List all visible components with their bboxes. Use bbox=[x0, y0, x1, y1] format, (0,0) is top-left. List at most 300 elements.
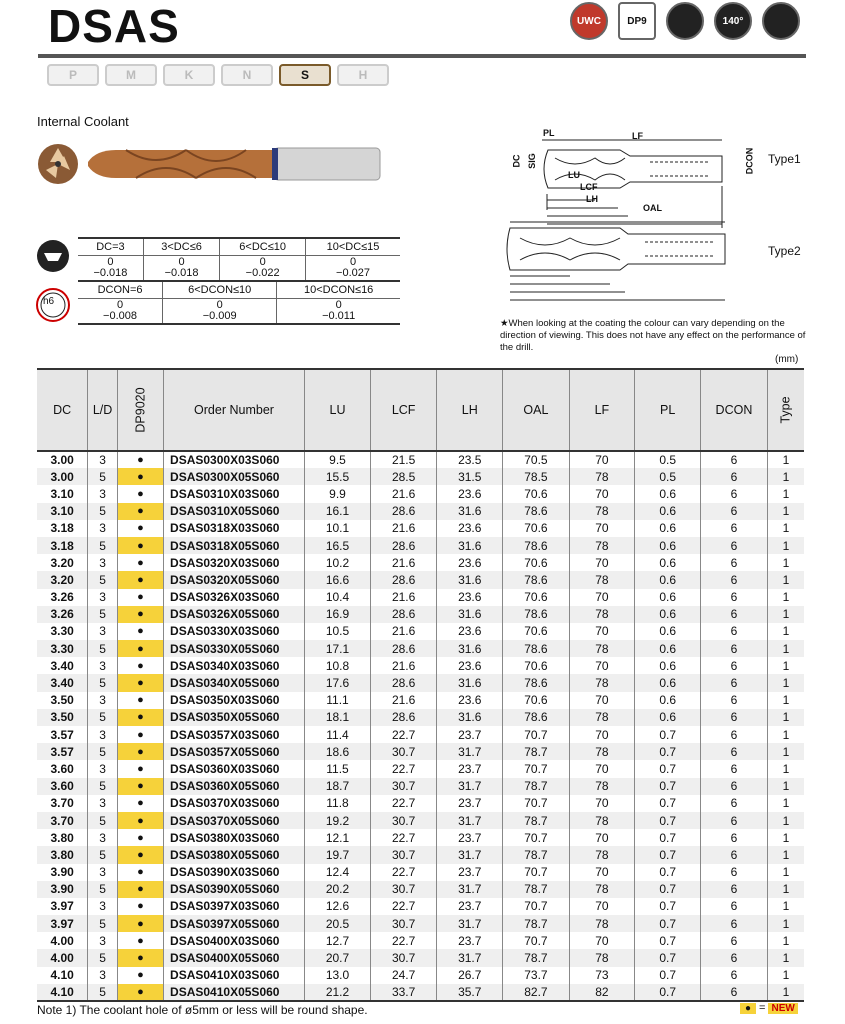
cell-lcf: 28.5 bbox=[371, 468, 437, 485]
tolerance-head: 3<DC≤6 bbox=[143, 238, 219, 256]
table-row bbox=[37, 709, 804, 726]
cell-type: 1 bbox=[767, 485, 804, 502]
material-tab-p: P bbox=[47, 64, 99, 86]
h6-label: h6 bbox=[43, 296, 55, 307]
cell-dp9020: ● bbox=[117, 967, 163, 984]
cell-dcon: 6 bbox=[701, 812, 768, 829]
cell-oal: 70.5 bbox=[503, 451, 569, 468]
cell-ld: 5 bbox=[88, 709, 118, 726]
cell-lh: 23.7 bbox=[437, 864, 503, 881]
cell-lh: 31.7 bbox=[437, 743, 503, 760]
cell-lf: 70 bbox=[569, 451, 635, 468]
cell-pl: 0.6 bbox=[635, 520, 701, 537]
cell-type: 1 bbox=[767, 846, 804, 863]
cell-lcf: 33.7 bbox=[371, 984, 437, 1001]
cell-lf: 78 bbox=[569, 606, 635, 623]
cell-dc: 3.20 bbox=[37, 571, 88, 588]
table-row bbox=[37, 864, 804, 881]
cell-dc: 3.30 bbox=[37, 640, 88, 657]
title-divider bbox=[38, 54, 806, 58]
tolerance-head: DCON=6 bbox=[78, 281, 163, 299]
cell-lf: 78 bbox=[569, 949, 635, 966]
cell-ld: 3 bbox=[88, 485, 118, 502]
cell-dcon: 6 bbox=[701, 898, 768, 915]
tolerance-value bbox=[220, 256, 306, 281]
cell-ordernumber: DSAS0330X03S060 bbox=[164, 623, 305, 640]
cell-pl: 0.5 bbox=[635, 451, 701, 468]
cell-dcon: 6 bbox=[701, 623, 768, 640]
table-row bbox=[37, 760, 804, 777]
cell-dc: 3.57 bbox=[37, 743, 88, 760]
cell-oal: 70.6 bbox=[503, 554, 569, 571]
cell-lh: 23.6 bbox=[437, 623, 503, 640]
cell-dcon: 6 bbox=[701, 881, 768, 898]
cell-type: 1 bbox=[767, 554, 804, 571]
cell-dcon: 6 bbox=[701, 451, 768, 468]
cell-lu: 13.0 bbox=[304, 967, 370, 984]
oal-label: OAL bbox=[643, 203, 662, 213]
cell-dc: 3.26 bbox=[37, 606, 88, 623]
cell-dc: 3.50 bbox=[37, 709, 88, 726]
cell-pl: 0.6 bbox=[635, 589, 701, 606]
cell-oal: 78.6 bbox=[503, 571, 569, 588]
cell-lu: 19.7 bbox=[304, 846, 370, 863]
cell-lh: 23.6 bbox=[437, 485, 503, 502]
table-row bbox=[37, 554, 804, 571]
dcon-tolerance-table bbox=[78, 280, 400, 325]
cell-oal: 78.5 bbox=[503, 468, 569, 485]
cell-dp9020: ● bbox=[117, 846, 163, 863]
cell-lh: 31.6 bbox=[437, 606, 503, 623]
cell-ld: 5 bbox=[88, 606, 118, 623]
cell-dp9020: ● bbox=[117, 932, 163, 949]
cell-lu: 15.5 bbox=[304, 468, 370, 485]
cell-pl: 0.6 bbox=[635, 657, 701, 674]
cell-ld: 3 bbox=[88, 932, 118, 949]
table-row bbox=[37, 520, 804, 537]
cell-lcf: 28.6 bbox=[371, 709, 437, 726]
cell-oal: 78.7 bbox=[503, 881, 569, 898]
cell-lh: 23.7 bbox=[437, 932, 503, 949]
cell-ld: 3 bbox=[88, 898, 118, 915]
cell-ld: 3 bbox=[88, 589, 118, 606]
cell-oal: 70.7 bbox=[503, 829, 569, 846]
cell-dc: 3.00 bbox=[37, 468, 88, 485]
cell-lu: 10.1 bbox=[304, 520, 370, 537]
cell-ld: 5 bbox=[88, 984, 118, 1001]
tolerance-value bbox=[163, 299, 277, 325]
cell-lf: 70 bbox=[569, 864, 635, 881]
table-row bbox=[37, 537, 804, 554]
cell-lcf: 28.6 bbox=[371, 571, 437, 588]
cell-lh: 31.7 bbox=[437, 778, 503, 795]
cell-lf: 78 bbox=[569, 915, 635, 932]
cell-ld: 3 bbox=[88, 726, 118, 743]
cell-lu: 12.6 bbox=[304, 898, 370, 915]
cell-dc: 3.70 bbox=[50, 796, 74, 811]
cell-dp9020: ● bbox=[117, 692, 163, 709]
cell-lu: 10.2 bbox=[304, 554, 370, 571]
cell-lu: 21.2 bbox=[304, 984, 370, 1001]
cell-pl: 0.6 bbox=[635, 537, 701, 554]
cell-lf: 78 bbox=[569, 881, 635, 898]
cell-lf: 70 bbox=[569, 485, 635, 502]
cell-lh: 31.5 bbox=[437, 468, 503, 485]
cell-pl: 0.7 bbox=[635, 829, 701, 846]
cell-oal: 70.7 bbox=[503, 760, 569, 777]
cell-lh: 31.6 bbox=[437, 640, 503, 657]
cell-dcon: 6 bbox=[701, 537, 768, 554]
cell-lf: 78 bbox=[569, 743, 635, 760]
column-header-type: Type bbox=[767, 369, 804, 451]
cell-oal: 78.6 bbox=[503, 709, 569, 726]
cell-lcf: 30.7 bbox=[371, 778, 437, 795]
dp9-icon: DP9 bbox=[618, 2, 656, 40]
cell-dc: 3.97 bbox=[50, 899, 74, 914]
cell-lf: 78 bbox=[569, 812, 635, 829]
cell-lh: 23.5 bbox=[437, 451, 503, 468]
cell-lu: 16.9 bbox=[304, 606, 370, 623]
table-row bbox=[37, 657, 804, 674]
cell-lcf: 22.7 bbox=[371, 932, 437, 949]
dc-label: DC bbox=[511, 154, 522, 168]
cell-ld: 3 bbox=[88, 795, 118, 812]
table-row bbox=[37, 829, 804, 846]
cell-dc: 3.90 bbox=[50, 865, 74, 880]
cell-type: 1 bbox=[767, 589, 804, 606]
cell-pl: 0.7 bbox=[635, 743, 701, 760]
cell-pl: 0.6 bbox=[635, 692, 701, 709]
table-row bbox=[37, 451, 804, 468]
cell-oal: 78.7 bbox=[503, 949, 569, 966]
cell-dc: 3.80 bbox=[37, 846, 88, 863]
cell-dc: 3.70 bbox=[37, 812, 88, 829]
cell-ld: 5 bbox=[88, 915, 118, 932]
cell-lu: 17.1 bbox=[304, 640, 370, 657]
cell-ld: 5 bbox=[88, 881, 118, 898]
cell-dcon: 6 bbox=[701, 503, 768, 520]
cell-ordernumber: DSAS0370X05S060 bbox=[164, 812, 305, 829]
cell-lh: 31.7 bbox=[437, 812, 503, 829]
cell-lf: 70 bbox=[569, 898, 635, 915]
cell-ordernumber: DSAS0310X05S060 bbox=[164, 503, 305, 520]
cell-pl: 0.7 bbox=[635, 846, 701, 863]
cell-dc: 3.50 bbox=[50, 693, 74, 708]
lcf-label: LCF bbox=[580, 182, 598, 192]
table-row bbox=[37, 726, 804, 743]
column-header-lcf: LCF bbox=[371, 369, 437, 451]
cell-lcf: 28.6 bbox=[371, 537, 437, 554]
cell-dc: 3.10 bbox=[50, 486, 74, 501]
cell-pl: 0.5 bbox=[635, 468, 701, 485]
cell-lh: 26.7 bbox=[437, 967, 503, 984]
cell-pl: 0.6 bbox=[635, 503, 701, 520]
cell-dcon: 6 bbox=[701, 571, 768, 588]
cell-ld: 5 bbox=[88, 674, 118, 691]
cell-oal: 78.6 bbox=[503, 606, 569, 623]
cell-lu: 11.5 bbox=[304, 760, 370, 777]
cell-ordernumber: DSAS0380X03S060 bbox=[164, 829, 305, 846]
cell-dc: 3.40 bbox=[37, 674, 88, 691]
cell-ordernumber: DSAS0330X05S060 bbox=[164, 640, 305, 657]
cell-oal: 78.7 bbox=[503, 915, 569, 932]
cell-dcon: 6 bbox=[701, 640, 768, 657]
cell-lh: 23.7 bbox=[437, 795, 503, 812]
cell-ordernumber: DSAS0357X05S060 bbox=[164, 743, 305, 760]
cell-pl: 0.6 bbox=[635, 623, 701, 640]
cell-ld: 3 bbox=[88, 760, 118, 777]
cell-ld: 5 bbox=[88, 468, 118, 485]
lower-limit: −0.008 bbox=[103, 310, 137, 322]
cell-ld: 3 bbox=[88, 967, 118, 984]
tolerance-value bbox=[143, 256, 219, 281]
table-row bbox=[37, 468, 804, 485]
new-badge: NEW bbox=[768, 1003, 797, 1014]
column-header-dp9020: DP9020 bbox=[117, 369, 163, 451]
table-row bbox=[37, 881, 804, 898]
cell-lf: 78 bbox=[569, 503, 635, 520]
upper-limit: 0 bbox=[335, 299, 342, 311]
cell-dcon: 6 bbox=[701, 967, 768, 984]
cell-lu: 9.9 bbox=[304, 485, 370, 502]
cell-lh: 31.6 bbox=[437, 709, 503, 726]
cell-ld: 5 bbox=[88, 949, 118, 966]
cell-pl: 0.7 bbox=[635, 898, 701, 915]
cell-type: 1 bbox=[767, 674, 804, 691]
cell-type: 1 bbox=[767, 984, 804, 1001]
cell-lh: 23.7 bbox=[437, 898, 503, 915]
cell-pl: 0.7 bbox=[635, 932, 701, 949]
cell-ld: 3 bbox=[88, 520, 118, 537]
cell-dp9020: ● bbox=[117, 984, 163, 1001]
cell-type: 1 bbox=[767, 709, 804, 726]
cell-dcon: 6 bbox=[701, 520, 768, 537]
cell-ld: 3 bbox=[88, 864, 118, 881]
table-row bbox=[37, 503, 804, 520]
footnote: Note 1) The coolant hole of ø5mm or less will be round shape. bbox=[37, 1003, 368, 1017]
table-row bbox=[37, 571, 804, 588]
lower-limit: −0.018 bbox=[164, 267, 199, 279]
cell-lf: 70 bbox=[569, 623, 635, 640]
page-title: DSAS bbox=[48, 0, 180, 52]
lower-limit: −0.022 bbox=[245, 267, 280, 279]
cell-dc: 3.20 bbox=[50, 555, 74, 570]
cell-lf: 78 bbox=[569, 640, 635, 657]
table-row bbox=[37, 485, 804, 502]
cell-ordernumber: DSAS0318X03S060 bbox=[164, 520, 305, 537]
lh-label: LH bbox=[586, 194, 598, 204]
cell-lh: 23.6 bbox=[437, 657, 503, 674]
cell-lf: 70 bbox=[569, 726, 635, 743]
cell-dp9020: ● bbox=[117, 520, 163, 537]
cell-dp9020: ● bbox=[117, 468, 163, 485]
cell-dp9020: ● bbox=[117, 949, 163, 966]
cell-lcf: 21.5 bbox=[371, 451, 437, 468]
cell-ld: 5 bbox=[88, 503, 118, 520]
legend-dot: ● bbox=[740, 1003, 756, 1014]
cell-ld: 5 bbox=[88, 778, 118, 795]
cell-lcf: 28.6 bbox=[371, 640, 437, 657]
cell-oal: 78.7 bbox=[503, 778, 569, 795]
cell-lf: 78 bbox=[569, 571, 635, 588]
cell-lf: 70 bbox=[569, 657, 635, 674]
cell-lh: 23.7 bbox=[437, 829, 503, 846]
cell-dcon: 6 bbox=[701, 726, 768, 743]
cell-ld: 5 bbox=[88, 812, 118, 829]
cell-pl: 0.7 bbox=[635, 795, 701, 812]
cell-lu: 20.5 bbox=[304, 915, 370, 932]
tolerance-value bbox=[78, 299, 163, 325]
material-tab-k: K bbox=[163, 64, 215, 86]
cell-dp9020: ● bbox=[117, 812, 163, 829]
pl-label: PL bbox=[543, 128, 555, 138]
cell-ordernumber: DSAS0390X05S060 bbox=[164, 881, 305, 898]
cell-dp9020: ● bbox=[117, 709, 163, 726]
cell-ordernumber: DSAS0350X05S060 bbox=[164, 709, 305, 726]
cell-lf: 70 bbox=[569, 829, 635, 846]
cell-type: 1 bbox=[767, 915, 804, 932]
table-row bbox=[37, 949, 804, 966]
cell-lf: 70 bbox=[569, 520, 635, 537]
cell-dp9020: ● bbox=[117, 778, 163, 795]
cell-ld: 3 bbox=[88, 554, 118, 571]
dc-tolerance-table bbox=[78, 237, 400, 280]
lu-label: LU bbox=[568, 170, 580, 180]
cell-pl: 0.7 bbox=[635, 812, 701, 829]
upper-limit: 0 bbox=[259, 256, 266, 268]
cell-type: 1 bbox=[767, 606, 804, 623]
column-header-ld: L/D bbox=[88, 369, 118, 451]
cell-dcon: 6 bbox=[701, 829, 768, 846]
table-row bbox=[37, 932, 804, 949]
cell-type: 1 bbox=[767, 657, 804, 674]
legend-eq: = bbox=[759, 1002, 766, 1014]
cell-dc: 3.30 bbox=[50, 624, 74, 639]
tolerance-head: 10<DC≤15 bbox=[306, 238, 400, 256]
cell-ordernumber: DSAS0360X05S060 bbox=[164, 778, 305, 795]
type1-label: Type1 bbox=[768, 152, 801, 166]
cell-type: 1 bbox=[767, 760, 804, 777]
cell-oal: 78.6 bbox=[503, 640, 569, 657]
tolerance-head: 6<DC≤10 bbox=[220, 238, 306, 256]
cell-pl: 0.7 bbox=[635, 949, 701, 966]
cell-lf: 70 bbox=[569, 932, 635, 949]
lower-limit: −0.027 bbox=[336, 267, 370, 279]
cell-lcf: 28.6 bbox=[371, 674, 437, 691]
cell-ordernumber: DSAS0310X03S060 bbox=[164, 485, 305, 502]
cell-lh: 31.6 bbox=[437, 571, 503, 588]
cell-lu: 12.7 bbox=[304, 932, 370, 949]
cell-dcon: 6 bbox=[701, 743, 768, 760]
cell-dp9020: ● bbox=[117, 795, 163, 812]
cell-dc: 3.60 bbox=[50, 761, 74, 776]
cell-ordernumber: DSAS0320X03S060 bbox=[164, 554, 305, 571]
cell-lcf: 21.6 bbox=[371, 692, 437, 709]
cell-type: 1 bbox=[767, 932, 804, 949]
no-step-icon bbox=[762, 2, 800, 40]
cell-dcon: 6 bbox=[701, 692, 768, 709]
column-header-lu: LU bbox=[304, 369, 370, 451]
cell-lu: 12.4 bbox=[304, 864, 370, 881]
cell-pl: 0.6 bbox=[635, 485, 701, 502]
cell-lf: 78 bbox=[569, 846, 635, 863]
table-row bbox=[37, 812, 804, 829]
cell-ordernumber: DSAS0400X05S060 bbox=[164, 949, 305, 966]
cell-dcon: 6 bbox=[701, 674, 768, 691]
cell-lcf: 22.7 bbox=[371, 795, 437, 812]
cell-oal: 70.6 bbox=[503, 485, 569, 502]
cell-dp9020: ● bbox=[117, 451, 163, 468]
cell-dc: 4.10 bbox=[37, 984, 88, 1001]
table-row bbox=[37, 589, 804, 606]
cell-lcf: 22.7 bbox=[371, 829, 437, 846]
cell-lcf: 21.6 bbox=[371, 623, 437, 640]
cell-dcon: 6 bbox=[701, 795, 768, 812]
cell-ordernumber: DSAS0300X05S060 bbox=[164, 468, 305, 485]
table-row bbox=[37, 606, 804, 623]
cell-lcf: 30.7 bbox=[371, 949, 437, 966]
cell-oal: 82.7 bbox=[503, 984, 569, 1001]
cell-ld: 5 bbox=[88, 571, 118, 588]
cell-pl: 0.7 bbox=[635, 967, 701, 984]
coating-note: ★When looking at the coating the colour can vary depending on the direction of viewing. This does not have any effect on the performance of the drill. bbox=[500, 318, 806, 353]
point-angle-icon: 140° bbox=[714, 2, 752, 40]
cell-dcon: 6 bbox=[701, 778, 768, 795]
cell-dc: 4.00 bbox=[37, 949, 88, 966]
cell-lh: 31.7 bbox=[437, 949, 503, 966]
drill-shank bbox=[274, 148, 380, 180]
uwc-icon: UWC bbox=[570, 2, 608, 40]
cell-lf: 78 bbox=[569, 778, 635, 795]
cell-oal: 78.6 bbox=[503, 503, 569, 520]
cell-oal: 70.7 bbox=[503, 898, 569, 915]
cell-lu: 16.6 bbox=[304, 571, 370, 588]
lower-limit: −0.018 bbox=[93, 267, 128, 279]
cell-ordernumber: DSAS0410X05S060 bbox=[164, 984, 305, 1001]
cell-lcf: 30.7 bbox=[371, 846, 437, 863]
cell-type: 1 bbox=[767, 743, 804, 760]
cell-oal: 70.7 bbox=[503, 864, 569, 881]
table-row bbox=[37, 640, 804, 657]
cell-oal: 70.6 bbox=[503, 520, 569, 537]
cell-dcon: 6 bbox=[701, 468, 768, 485]
table-row bbox=[37, 795, 804, 812]
cell-oal: 70.7 bbox=[503, 726, 569, 743]
cell-lcf: 21.6 bbox=[371, 485, 437, 502]
cell-type: 1 bbox=[767, 520, 804, 537]
cell-ld: 3 bbox=[88, 623, 118, 640]
cell-lu: 18.7 bbox=[304, 778, 370, 795]
cell-type: 1 bbox=[767, 571, 804, 588]
cell-lcf: 21.6 bbox=[371, 657, 437, 674]
table-row bbox=[37, 743, 804, 760]
cell-ordernumber: DSAS0326X05S060 bbox=[164, 606, 305, 623]
cell-dc: 3.18 bbox=[37, 537, 88, 554]
cell-lh: 23.6 bbox=[437, 520, 503, 537]
lf-label: LF bbox=[632, 131, 643, 141]
cell-dp9020: ● bbox=[117, 589, 163, 606]
cell-ordernumber: DSAS0400X03S060 bbox=[164, 932, 305, 949]
cell-lu: 16.5 bbox=[304, 537, 370, 554]
cell-lf: 70 bbox=[569, 554, 635, 571]
cell-dp9020: ● bbox=[117, 503, 163, 520]
table-row bbox=[37, 674, 804, 691]
cell-lh: 23.7 bbox=[437, 726, 503, 743]
cell-lf: 70 bbox=[569, 795, 635, 812]
cell-lcf: 21.6 bbox=[371, 589, 437, 606]
cell-oal: 78.7 bbox=[503, 743, 569, 760]
cell-lu: 18.1 bbox=[304, 709, 370, 726]
